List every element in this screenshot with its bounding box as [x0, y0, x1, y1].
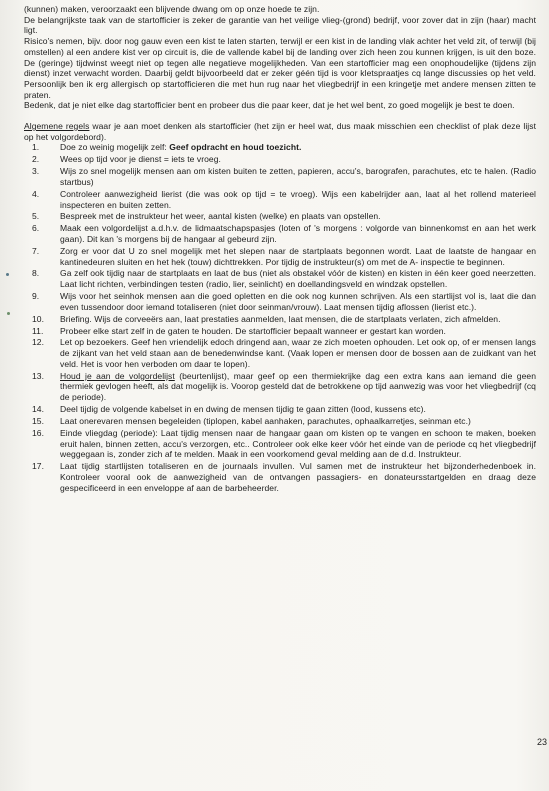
rule-number: 6. — [32, 223, 40, 234]
rule-item — [24, 461, 536, 493]
rule-item — [24, 428, 536, 460]
rule-item — [24, 166, 536, 187]
rule-text: Wees op tijd voor je dienst = iets te vroeg. — [60, 154, 221, 165]
rule-item — [24, 154, 536, 165]
rule-text: Laat tijdig startlijsten totaliseren en de journaals invullen. Vul samen met de instrukteur het bijzonderhedenboek in. Kontroleer vooral ook de aanwezigheid van de ontvangen passagiers- en donateursstartgelden en draag deze gespecificeerd in een enveloppe af aan de barbeheerder. — [60, 461, 536, 493]
rule-text: Briefing. Wijs de corveeërs aan, laat prestaties aanmelden, laat mensen, die de startplaats verlaten, zich afmelden. — [60, 313, 501, 324]
rule-item — [24, 142, 536, 153]
rule-item — [24, 223, 536, 244]
rule-text: Zorg er voor dat U zo snel mogelijk met het slepen naar de startplaats begonnen wordt. Laat de laatste de hangaar en kantinedeuren sluiten en het hek (touw) dichttrekken. Por tijdig de instrukteur(s) om met de A- inspectie te beginnen. — [60, 245, 536, 267]
rule-text: Probeer elke start zelf in de gaten te houden. De startofficier bepaalt wanneer er gestart kan worden. — [60, 325, 446, 336]
rule-item — [24, 416, 536, 427]
rule-number: 9. — [32, 291, 40, 302]
rule-item — [24, 404, 536, 415]
rule-text: Deel tijdig de volgende kabelset in en dwing de mensen tijdig te gaan zitten (lood, kussens etc). — [60, 404, 426, 415]
rule-number: 12. — [32, 337, 45, 348]
rule-item — [24, 326, 536, 337]
rule-item — [24, 268, 536, 289]
rule-item — [24, 291, 536, 312]
rule-text-pre: Doe zo weinig mogelijk zelf: — [60, 142, 170, 153]
rule-text: Let op bezoekers. Geef hen vriendelijk edoch dringend aan, waar ze zich moeten ophouden. Let ook op, of er mensen langs de zijkant van het veld staan aan de benedenwindse kant. (Vaak lopen er mensen door de bossen aan de zuidkant van het veld. Het is voor hen verboden om daar te lopen). — [60, 337, 536, 369]
rule-number: 15. — [32, 415, 45, 426]
rule-text: Wijs zo snel mogelijk mensen aan om kisten buiten te zetten, papieren, accu's, barografen, parachutes, etc te halen. (Radio startbus) — [60, 166, 536, 187]
rule-number: 7. — [32, 245, 40, 256]
rules-list — [24, 142, 536, 493]
rule-item — [24, 211, 536, 222]
rule-text-underlined: Houd je aan de volgordelijst — [60, 370, 175, 381]
rule-item — [24, 337, 536, 369]
rule-item — [24, 189, 536, 210]
intro-paragraph-2: De belangrijkste taak van de startofficier is zeker de garantie van het veilige vlieg-(grond) bedrijf, voor zover dat in zijn (haar) macht ligt. — [24, 14, 536, 36]
rule-text: Controleer aanwezigheid lierist (die was ook op tijd = te vroeg). Wijs een kabelrijder aan, laat al het rollend materieel inspecteren en buiten zetten. — [60, 188, 536, 210]
rule-text: Maak een volgordelijst a.d.h.v. de lidmaatschapspasjes (loten of 's morgens : volgorde van binnenkomst en aan het werk gaan). Dit kan 's morgens bij de hangaar al gebeurd zijn. — [60, 223, 536, 244]
intro-section — [24, 4, 536, 111]
rule-text: Bespreek met de instrukteur het weer, aantal kisten (welke) en plaats van opstellen. — [60, 211, 381, 222]
rule-number: 14. — [32, 404, 45, 415]
intro-paragraph-3: Risico's nemen, bijv. door nog gauw even een kist te laten starten, terwijl er een kist in de landing vlak achter het veld zit, of terwijl (bij omstellen) al een andere kist ver op circuit is, die de vallende kabel bij de landing over zich heen zou kunnen krijgen, is uit den boze. De (geringe) tijdwinst weegt niet op tegen alle negatieve mogelijkheden. Van een startofficier mag een onophoudelijke (tijdens zijn dienst) inzet verwacht worden. Daarbij geldt bijvoorbeeld dat er zeker géén tijd is voor kletspraatjes cq lange discussies op het veld. Persoonlijk ben ik erg allergisch op startofficieren die met hun rug naar het vliegbedrijf in een kringetje met andere mensen zitten te praten. — [24, 36, 536, 100]
rule-number: 11. — [32, 325, 44, 336]
ink-speck — [6, 273, 9, 276]
rule-number: 1. — [32, 142, 40, 153]
rule-text: Einde vliegdag (periode): Laat tijdig mensen naar de hangaar gaan om kisten op te vangen en schoon te maken, boeken eruit halen, binnen zetten, accu's verzorgen, etc.. Controleer ook elke keer vóór het einde van de periode cq het vliegbedrijf weggegaan is, zonder zich af te melden. Maak in een voorkomend geval melding aan de d.d. Instrukteur. — [60, 427, 536, 460]
rule-text: Laat onerevaren mensen begeleiden (tiplopen, kabel aanhaken, parachutes, ophaalkarretjes, seinman etc.) — [60, 415, 471, 426]
rule-text: Ga zelf ook tijdig naar de startplaats en laat de bus (niet als obstakel vóór de kisten) en kisten in één keer goed neerzetten. Laat licht richten, verbindingen testen (radio, lier, seinlicht) en doellandingsveld en windzak opstellen. — [60, 268, 536, 290]
page-number: 23 — [536, 737, 547, 747]
rule-item — [24, 371, 536, 403]
rule-number: 5. — [32, 211, 40, 222]
general-rules-intro — [24, 121, 536, 142]
ink-speck — [7, 312, 10, 315]
rule-item — [24, 246, 536, 267]
rule-text-bold: Geef opdracht en houd toezicht. — [169, 142, 302, 153]
rule-text: (beurtenlijst), maar geef op een thermiekrijke dag een extra kans aan iemand die geen thermiek gevlogen heeft, als dat mogelijk is. Voorop gesteld dat de betrokkene op tijd aanwezig was voor het vliegbedrijf (cq de periode). — [60, 370, 537, 403]
rule-number: 3. — [32, 166, 40, 177]
rule-item — [24, 314, 536, 325]
page-content — [24, 4, 536, 494]
rule-text: Wijs voor het seinhok mensen aan die goed opletten en die ook nog kunnen schrijven. Als een startlijst vol is, laat die dan even tussendoor door iemand totaliseren (niet door seinman/vrouw). Laat mensen tijdig aflossen (lierist etc.). — [60, 291, 536, 312]
rule-number: 4. — [32, 188, 40, 199]
rule-number: 16. — [32, 427, 45, 438]
intro-paragraph-4: Bedenk, dat je niet elke dag startofficier bent en probeer dus die paar keer, dat je het wel bent, zo goed mogelijk je best te doen. — [24, 100, 515, 111]
general-rules-text: waar je aan moet denken als startofficier (het zijn er heel wat, dus maak misschien een checklist of plak deze lijst op het volgordebord). — [24, 121, 536, 142]
rule-number: 17. — [32, 461, 45, 472]
rule-number: 13. — [32, 370, 45, 381]
rule-number: 8. — [32, 268, 40, 279]
rule-number: 2. — [32, 154, 40, 165]
rule-number: 10. — [32, 313, 45, 324]
general-rules-heading: Algemene regels — [24, 121, 90, 132]
intro-paragraph-1: (kunnen) maken, veroorzaakt een blijvende dwang om op onze hoede te zijn. — [24, 4, 320, 14]
